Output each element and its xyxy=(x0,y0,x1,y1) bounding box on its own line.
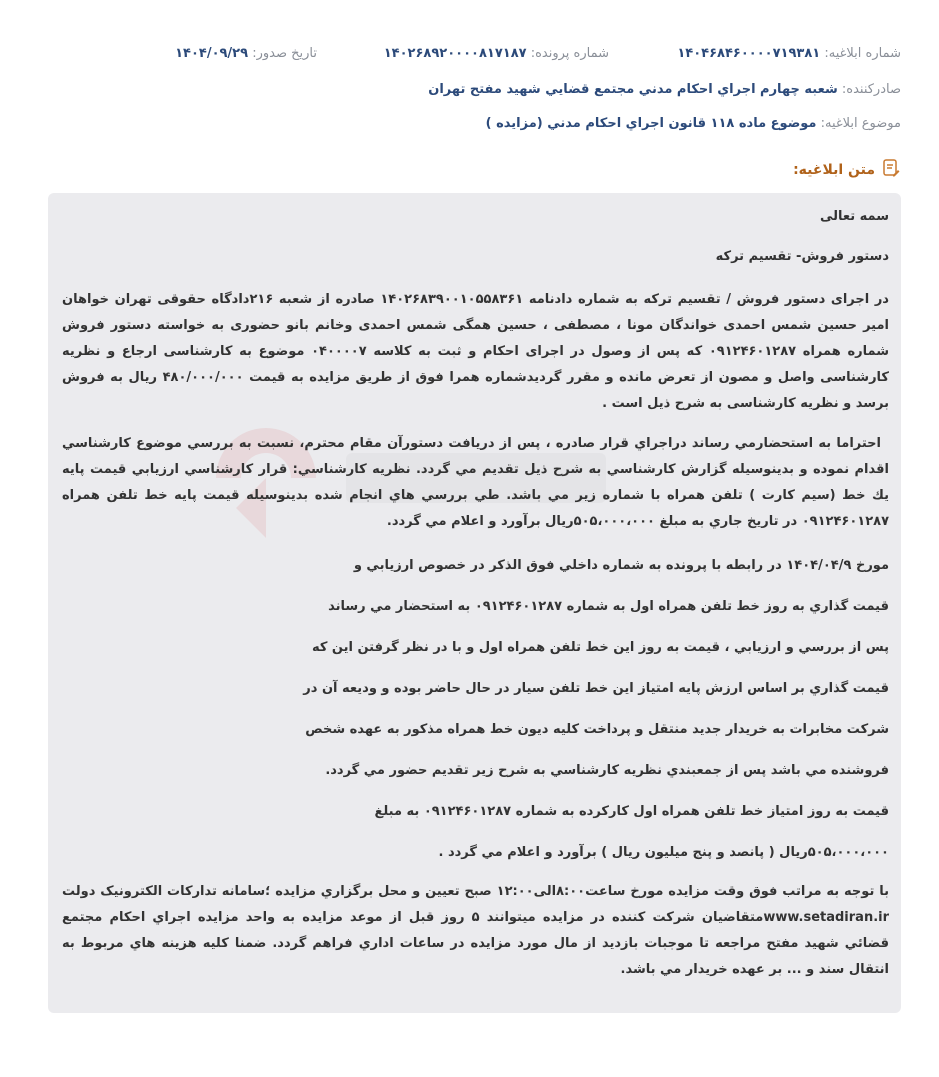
greeting: سمه تعالی xyxy=(819,209,889,224)
order-heading: دستور فروش- تقسیم ترکه xyxy=(715,249,889,264)
section-title-text: متن ابلاغیه: xyxy=(793,162,875,178)
report-line-8: ۵۰۵،۰۰۰،۰۰۰ريال ( پانصد و پنج ميليون ريال ) برآورد و اعلام مي گردد . xyxy=(438,845,889,860)
section-title xyxy=(793,158,901,182)
notice-body xyxy=(48,193,901,1013)
report-line-2: قيمت گذاري به روز خط تلفن همراه اول به شماره ۰۹۱۲۴۶۰۱۲۸۷ به استحضار مي رساند xyxy=(328,599,889,614)
subject-value: موضوع ماده ۱۱۸ قانون اجراي احكام مدني (مزايده ) xyxy=(485,116,817,131)
report-line-3: پس از بررسي و ارزيابي ، قيمت به روز اين خط تلفن همراه اول و با در نظر گرفتن اين كه xyxy=(311,640,889,655)
notice-number-label: شماره ابلاغیه: xyxy=(824,46,901,61)
issuer-label: صادرکننده: xyxy=(841,82,901,97)
paragraph-3: با توجه به مراتب فوق وقت مزايده مورخ ساعت۸:۰۰الی۱۲:۰۰ صبح تعيين و محل برگزاري مزايده ؛سامانه تدارکات الکترونيک دولت www.setadiran.irمتقاضيان شركت كننده در مزايده ميتوانند ۵ روز قبل از موعد مزايده به واحد مزايده اجراي احكام مجتمع قضائي شهيد مفتح مراجعه تا موجبات بازديد از مال مورد مزايده در ساعات اداري فراهم گردد. ضمنا كليه هزينه هاي مربوط به انتقال سند و ... بر عهده خريدار مي باشد. xyxy=(62,884,890,977)
subject-label: موضوع ابلاغیه: xyxy=(820,116,901,131)
issue-date-label: تاریخ صدور: xyxy=(252,46,317,61)
report-line-5: شركت مخابرات به خريدار جديد منتقل و پرداخت كليه ديون خط همراه مذكور به عهده شخص xyxy=(305,722,889,737)
issuer xyxy=(428,82,901,97)
notice-number xyxy=(677,46,901,61)
subject xyxy=(486,116,901,131)
paragraph-2: احتراما به استحضارمي رساند دراجراي قرار صادره ، پس از دريافت دستورآن مقام محترم، نسبت به بررسي موضوع كارشناسي اقدام نموده و بدينوسيله گزارش كارشناسي به شرح ذيل تقديم مي گردد. نظريه كارشناسي: قرار كارشناسي ارزيابي قيمت پايه يك خط (سيم كارت ) تلفن همراه با شماره زير مي باشد. طي بررسي هاي انجام شده بدينوسيله قيمت پايه خط تلفن همراه ۰۹۱۲۴۶۰۱۲۸۷ در تاريخ جاري به مبلغ ۵۰۵،۰۰۰،۰۰۰ريال برآورد و اعلام مي گردد. xyxy=(62,436,889,529)
case-number-value: ۱۴۰۲۶۸۹۲۰۰۰۰۸۱۷۱۸۷ xyxy=(383,46,527,61)
report-line-6: فروشنده مي باشد پس از جمعبندي نظريه كارشناسي به شرح زير تقديم حضور مي گردد. xyxy=(325,763,889,778)
case-number xyxy=(384,46,609,61)
report-line-4: قيمت گذاري بر اساس ارزش پايه امتياز اين خط تلفن سيار در حال حاضر بوده و وديعه آن در xyxy=(303,681,889,696)
report-line-7: قيمت به روز امتياز خط تلفن همراه اول كاركرده به شماره ۰۹۱۲۴۶۰۱۲۸۷ به مبلغ xyxy=(374,804,889,819)
paragraph-1: در اجرای دستور فروش / تقسیم ترکه به شماره دادنامه ۱۴۰۲۶۸۳۹۰۰۱۰۵۵۸۳۶۱ صادره از شعبه ۲۱۶دادگاه حقوقی تهران خواهان امیر حسین شمس احمدی خواندگان مونا ، مصطفی ، حسین همگی شمس احمدی وخانم بانو حضوری به خواسته دستور فروش شماره همراه ۰۹۱۲۴۶۰۱۲۸۷ که پس از وصول در اجرای احکام و ثبت به کلاسه ۰۴۰۰۰۰۷ موضوع به کارشناسی ارجاع و نظریه کارشناسی واصل و مصون از تعرض مانده و مقرر گردیدشماره همرا فوق از طریق مزایده به قیمت ۴۸۰/۰۰۰/۰۰۰ ریال به فروش برسد و نظریه کارشناسی به شرح ذیل است . xyxy=(62,292,889,411)
issuer-value: شعبه چهارم اجراي احكام مدني مجتمع قضايي شهيد مفتح تهران xyxy=(428,82,838,97)
document-edit-icon xyxy=(881,158,901,182)
report-line-1: مورخ ۱۴۰۴/۰۴/۹ در رابطه با پرونده به شماره داخلي فوق الذكر در خصوص ارزيابي و xyxy=(353,558,889,573)
case-number-label: شماره پرونده: xyxy=(530,46,609,61)
notice-number-value: ۱۴۰۴۶۸۴۶۰۰۰۰۷۱۹۳۸۱ xyxy=(677,46,821,61)
meta-row xyxy=(0,46,939,70)
issue-date-value: ۱۴۰۴/۰۹/۲۹ xyxy=(175,46,249,61)
issue-date xyxy=(175,46,317,61)
